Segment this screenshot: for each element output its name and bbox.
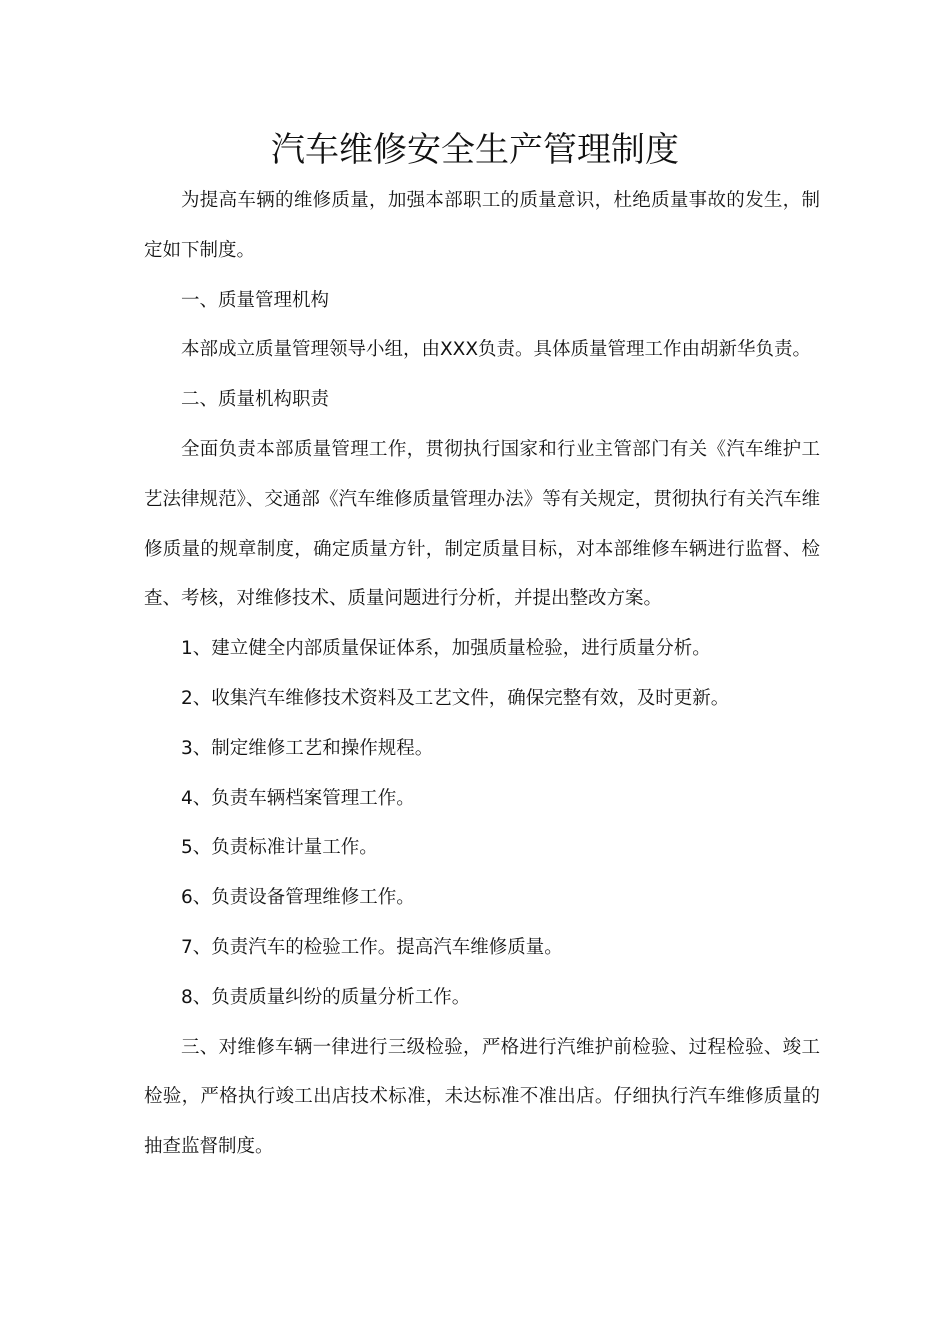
list-item-3: 3、制定维修工艺和操作规程。 bbox=[181, 737, 434, 759]
section-3-inspection: 三、对维修车辆一律进行三级检验，严格进行汽维护前检验、过程检验、竣工检验，严格执行竣工出店技术标准，未达标准不准出店。仔细执行汽车维修质量的抽查监督制度。 bbox=[144, 1036, 820, 1158]
paragraph-organization: 本部成立质量管理领导小组，由XXX负责。具体质量管理工作由胡新华负责。 bbox=[181, 339, 812, 361]
section-heading-1: 一、质量管理机构 bbox=[181, 289, 330, 311]
list-item-2: 2、收集汽车维修技术资料及工艺文件，确保完整有效，及时更新。 bbox=[181, 687, 730, 709]
list-item-8: 8、负责质量纠纷的质量分析工作。 bbox=[181, 986, 471, 1008]
document-body bbox=[144, 176, 820, 1172]
list-item-7: 7、负责汽车的检验工作。提高汽车维修质量。 bbox=[181, 936, 563, 958]
list-item-6: 6、负责设备管理维修工作。 bbox=[181, 887, 415, 909]
paragraph-intro: 为提高车辆的维修质量，加强本部职工的质量意识，杜绝质量事故的发生，制定如下制度。 bbox=[144, 190, 820, 261]
section-heading-2: 二、质量机构职责 bbox=[181, 389, 330, 411]
list-item-1: 1、建立健全内部质量保证体系，加强质量检验，进行质量分析。 bbox=[181, 638, 711, 660]
paragraph-duties: 全面负责本部质量管理工作，贯彻执行国家和行业主管部门有关《汽车维护工艺法律规范》、交通部《汽车维修质量管理办法》等有关规定，贯彻执行有关汽车维修质量的规章制度，确定质量方针，制定质量目标，对本部维修车辆进行监督、检查、考核，对维修技术、质量问题进行分析，并提出整改方案。 bbox=[144, 438, 820, 610]
list-item-5: 5、负责标准计量工作。 bbox=[181, 837, 378, 859]
list-item-4: 4、负责车辆档案管理工作。 bbox=[181, 787, 415, 809]
document-title: 汽车维修安全生产管理制度 bbox=[271, 130, 679, 170]
